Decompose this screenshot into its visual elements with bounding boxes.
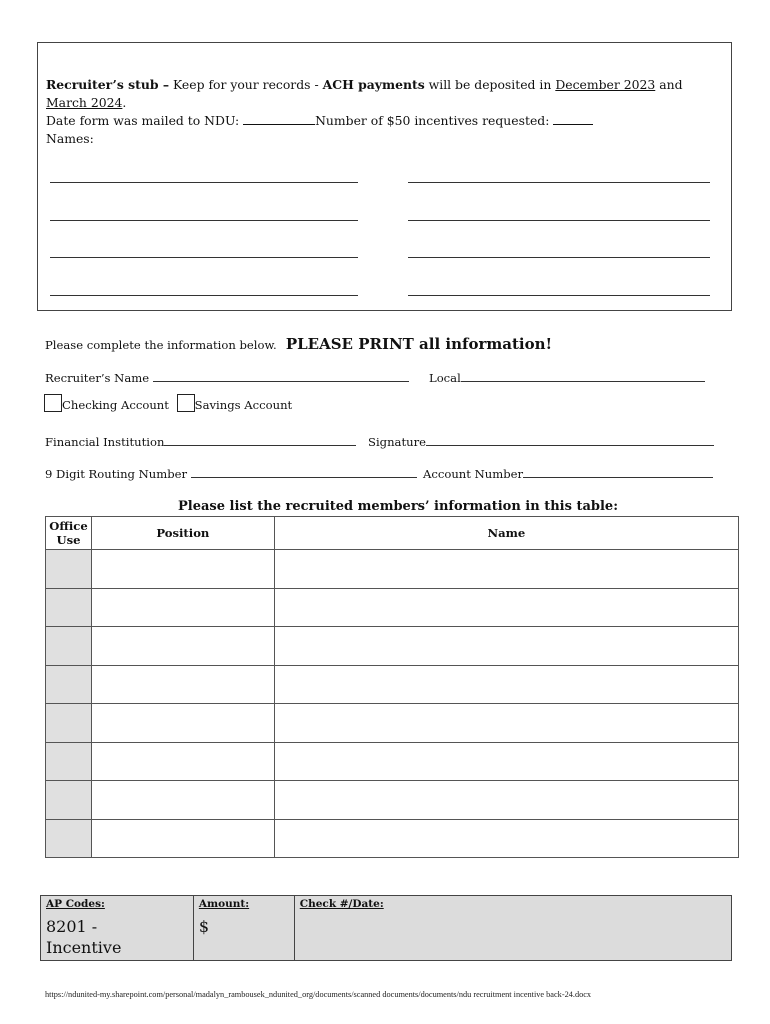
check-date-cell[interactable] xyxy=(294,896,731,961)
office-use-cell xyxy=(46,665,92,704)
stub-title: Recruiter’s stub – xyxy=(46,77,170,92)
stub-name-line[interactable] xyxy=(408,295,710,296)
name-header: Name xyxy=(274,517,738,550)
local-field[interactable] xyxy=(461,371,705,382)
name-cell[interactable] xyxy=(274,550,738,589)
routing-field[interactable] xyxy=(191,467,417,478)
signature-field[interactable] xyxy=(426,435,714,446)
account-field[interactable] xyxy=(523,467,713,478)
footer-file-path: https://ndunited-my.sharepoint.com/personal/madalyn_rambousek_ndunited_org/documents/scanned documents/documents/ndu recruitment incentive back-24.docx xyxy=(45,990,592,999)
office-use-header: Office Use xyxy=(46,517,92,550)
position-cell[interactable] xyxy=(91,665,274,704)
ap-code-value: 8201 - Incentive xyxy=(46,917,122,957)
position-cell[interactable] xyxy=(91,704,274,743)
ap-codes-label: AP Codes: xyxy=(46,898,105,910)
recruiter-name-label: Recruiter’s Name xyxy=(45,371,150,385)
routing-label: 9 Digit Routing Number xyxy=(45,467,188,481)
stub-name-line[interactable] xyxy=(408,257,710,258)
date-mailed-label: Date form was mailed to NDU: xyxy=(46,113,244,128)
name-cell[interactable] xyxy=(274,588,738,627)
amount-value: $ xyxy=(198,917,210,936)
incentives-field[interactable] xyxy=(553,113,593,125)
name-cell[interactable] xyxy=(274,704,738,743)
stub-keep-text: Keep for your records - xyxy=(169,77,323,92)
account-label: Account Number xyxy=(423,467,524,481)
table-row xyxy=(46,781,739,820)
incentives-label: Number of $50 incentives requested: xyxy=(315,113,554,128)
members-table xyxy=(45,516,739,858)
stub-name-line[interactable] xyxy=(50,220,358,221)
ap-codes-cell xyxy=(41,896,194,961)
checking-label: Checking Account xyxy=(62,398,169,412)
financial-institution-row xyxy=(45,435,356,449)
stub-name-line[interactable] xyxy=(50,295,358,296)
name-cell[interactable] xyxy=(274,819,738,858)
instructions-line xyxy=(45,334,552,353)
instructions-emphasis: PLEASE PRINT all information! xyxy=(285,335,553,353)
date-mailed-field[interactable] xyxy=(243,113,315,125)
signature-label: Signature xyxy=(368,435,426,449)
name-cell[interactable] xyxy=(274,781,738,820)
checking-checkbox[interactable] xyxy=(44,394,62,412)
local-label: Local xyxy=(429,371,461,385)
office-use-cell xyxy=(46,550,92,589)
account-row xyxy=(423,467,713,481)
table-header-row xyxy=(46,517,739,550)
instructions-lead: Please complete the information below. xyxy=(45,338,277,352)
office-use-cell xyxy=(46,588,92,627)
recruiter-name-field[interactable] xyxy=(153,371,409,382)
financial-institution-label: Financial Institution xyxy=(45,435,165,449)
ach-label: ACH payments xyxy=(322,77,425,92)
stub-name-line[interactable] xyxy=(50,182,358,183)
position-cell[interactable] xyxy=(91,627,274,666)
financial-institution-field[interactable] xyxy=(164,435,356,446)
recruiter-stub-box xyxy=(37,42,732,311)
name-cell[interactable] xyxy=(274,665,738,704)
stub-name-line[interactable] xyxy=(408,220,710,221)
table-row xyxy=(46,550,739,589)
position-cell[interactable] xyxy=(91,781,274,820)
stub-name-line[interactable] xyxy=(50,257,358,258)
recruiter-name-row xyxy=(45,371,409,385)
office-use-cell xyxy=(46,781,92,820)
amount-cell[interactable] xyxy=(193,896,294,961)
savings-checkbox[interactable] xyxy=(177,394,195,412)
deposit-month-2: March 2024 xyxy=(46,95,123,110)
name-cell[interactable] xyxy=(274,742,738,781)
deposit-month-1: December 2023 xyxy=(555,77,656,92)
local-row xyxy=(429,371,705,385)
savings-label: Savings Account xyxy=(194,398,293,412)
table-row xyxy=(46,819,739,858)
stub-and-text: and xyxy=(655,77,683,92)
table-row xyxy=(46,627,739,666)
account-type-row xyxy=(44,394,292,412)
position-cell[interactable] xyxy=(91,550,274,589)
position-cell[interactable] xyxy=(91,742,274,781)
routing-row xyxy=(45,467,417,481)
stub-deposit-text: will be deposited in xyxy=(424,77,556,92)
table-row xyxy=(46,588,739,627)
check-date-label: Check #/Date: xyxy=(299,898,384,910)
stub-name-line[interactable] xyxy=(408,182,710,183)
stub-period: . xyxy=(122,95,127,110)
table-row xyxy=(46,704,739,743)
office-use-cell xyxy=(46,742,92,781)
position-cell[interactable] xyxy=(91,588,274,627)
office-use-cell xyxy=(46,627,92,666)
office-use-cell xyxy=(46,704,92,743)
table-caption: Please list the recruited members’ information in this table: xyxy=(178,499,618,514)
position-cell[interactable] xyxy=(91,819,274,858)
signature-row xyxy=(368,435,714,449)
table-row xyxy=(46,665,739,704)
stub-text xyxy=(46,76,726,148)
name-cell[interactable] xyxy=(274,627,738,666)
position-header: Position xyxy=(91,517,274,550)
table-row xyxy=(46,742,739,781)
office-use-cell xyxy=(46,819,92,858)
amount-label: Amount: xyxy=(198,898,250,910)
ap-codes-table xyxy=(40,895,732,961)
names-label: Names: xyxy=(46,131,94,146)
ap-row xyxy=(41,896,732,961)
